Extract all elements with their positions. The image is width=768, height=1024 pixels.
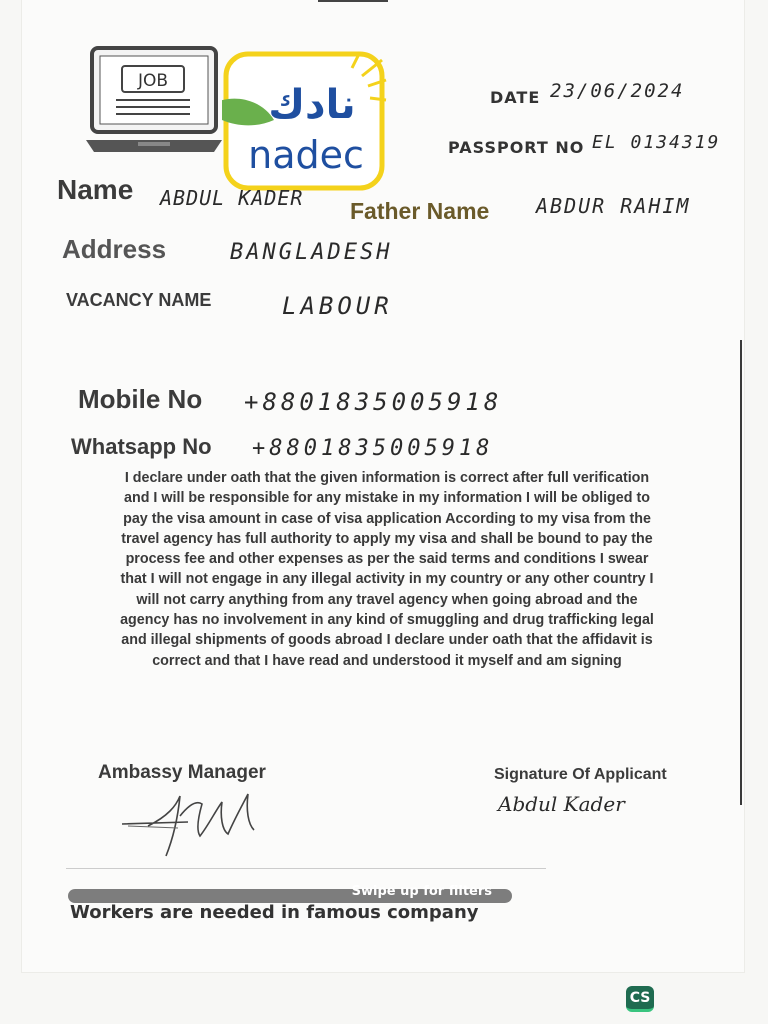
declaration-line: agency has no involvement in any kind of smuggling and drug trafficking legal: [120, 612, 654, 629]
passport-value: EL 0134319: [592, 132, 721, 153]
declaration-text: [74, 468, 700, 671]
address-label: Address: [62, 234, 167, 264]
date-value: 23/06/2024: [550, 80, 685, 102]
date-label: DATE: [490, 88, 541, 107]
address-value: BANGLADESH: [230, 240, 393, 265]
declaration-line: pay the visa amount in case of visa application According to my visa from the: [123, 510, 651, 527]
swipe-filters-hint[interactable]: Swipe up for filters: [351, 884, 492, 899]
whatsapp-label: Whatsapp No: [71, 434, 212, 459]
name-label: Name: [57, 174, 134, 205]
declaration-line: process fee and other expenses as per the said terms and conditions I swear: [125, 551, 649, 568]
declaration-line: that I will not engage in any illegal activity in my country or any other country I: [120, 571, 654, 588]
whatsapp-value: +8801835005918: [252, 436, 494, 461]
divider-line: [66, 868, 546, 869]
job-text: JOB: [137, 71, 169, 91]
page-top-mark: [318, 0, 388, 2]
ambassy-manager-label: Ambassy Manager: [98, 762, 266, 783]
declaration-line: and I will be responsible for any mistake in my information I will be obliged to: [124, 490, 650, 507]
camscanner-badge: CS: [626, 986, 654, 1012]
job-laptop-logo: [86, 44, 226, 156]
manager-signature-icon: [118, 786, 278, 866]
name-value: ABDUL KADER: [160, 186, 304, 210]
applicant-signature: Abdul Kader: [498, 792, 625, 816]
brand-latin: nadec: [248, 133, 364, 177]
declaration-line: travel agency has full authority to apply my visa and shall be bound to pay the: [121, 530, 653, 547]
declaration-line: will not carry anything from any travel agency when going abroad and the: [136, 591, 638, 608]
declaration-line: I declare under oath that the given information is correct after full verification: [124, 470, 650, 486]
brand-arabic: نادك: [268, 82, 356, 128]
declaration-line: correct and that I have read and understood it myself and am signing: [152, 652, 622, 669]
vacancy-value: LABOUR: [282, 292, 393, 320]
vacancy-label: VACANCY NAME: [66, 290, 212, 310]
mobile-label: Mobile No: [78, 384, 203, 414]
footer-text: Workers are needed in famous company: [70, 902, 479, 923]
applicant-signature-label: Signature Of Applicant: [494, 766, 667, 783]
mobile-value: +8801835005918: [244, 388, 503, 416]
declaration-line: and illegal shipments of goods abroad I declare under oath that the affidavit is: [121, 632, 653, 649]
page-edge-line: [740, 340, 742, 805]
father-name-value: ABDUR RAHIM: [536, 194, 691, 218]
passport-label: PASSPORT NO: [448, 138, 585, 157]
nadec-logo: [222, 50, 388, 192]
father-name-label: Father Name: [350, 198, 490, 224]
